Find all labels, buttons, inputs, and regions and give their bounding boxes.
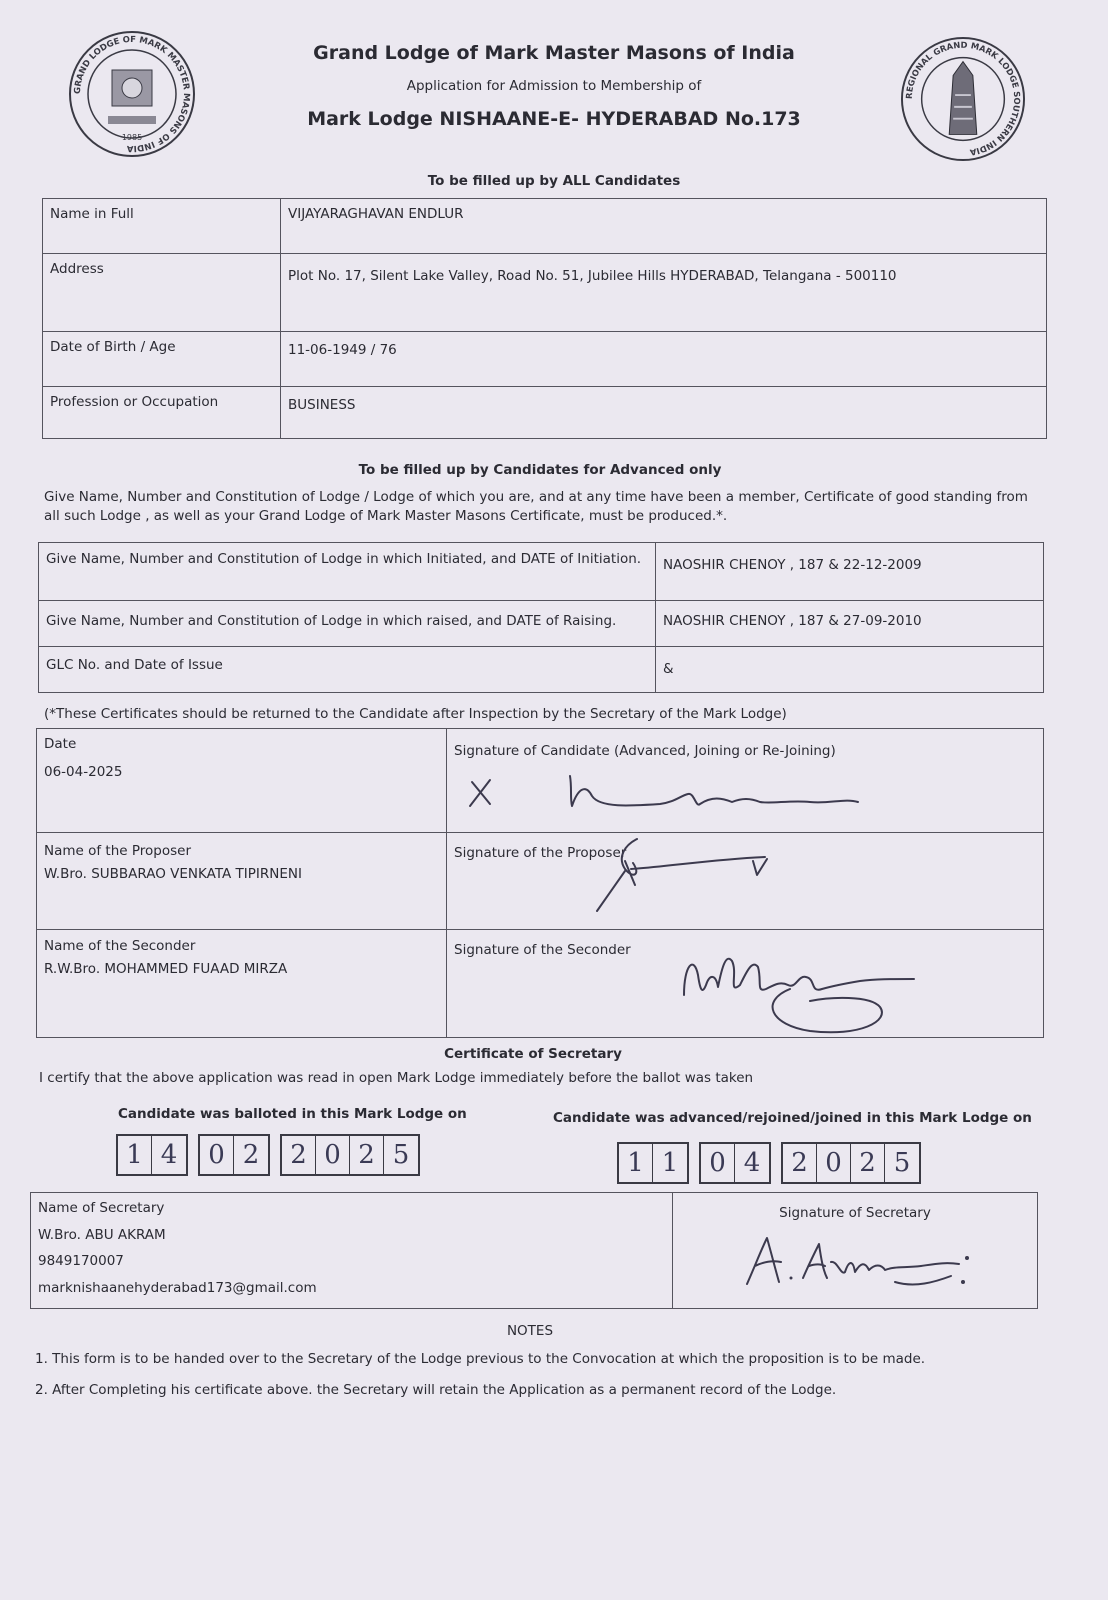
field-label: Profession or Occupation: [43, 387, 281, 439]
dob-age-value: 11-06-1949 / 76: [281, 332, 1047, 387]
advanced-digit: 0: [817, 1144, 851, 1182]
section-all-heading: To be filled up by ALL Candidates: [427, 173, 681, 189]
advanced-digit: 5: [893, 1148, 911, 1178]
advanced-day-group: [617, 1142, 689, 1184]
advanced-digit: 1: [619, 1144, 653, 1182]
certificate-heading: Certificate of Secretary: [444, 1046, 622, 1062]
table-row: [39, 647, 1044, 693]
table-row: [43, 332, 1047, 387]
advanced-digit: 0: [701, 1144, 735, 1182]
balloted-digit: 0: [316, 1136, 350, 1174]
advanced-date-boxes: [617, 1142, 931, 1184]
advanced-instruction: Give Name, Number and Constitution of Lodge / Lodge of which you are, and at any time have been a member, Certificate of good standing from all such Lodge , as well as your Grand Lodge of Mark Master Masons Certificate, must be produced.*.: [44, 489, 1028, 524]
address-value: Plot No. 17, Silent Lake Valley, Road No. 51, Jubilee Hills HYDERABAD, Telangana - 500110: [281, 254, 1047, 332]
balloted-digit: 2: [242, 1140, 260, 1170]
left-seal-text: GRAND LODGE OF MARK MASTER MASONS OF INDIA: [72, 34, 192, 154]
seconder-name: R.W.Bro. MOHAMMED FUAAD MIRZA: [44, 961, 288, 977]
balloted-label: Candidate was balloted in this Mark Lodge on: [118, 1106, 467, 1122]
candidate-details-table: [42, 198, 1047, 439]
form-subtitle: Application for Admission to Membership of: [406, 78, 702, 94]
profession-value: BUSINESS: [281, 387, 1047, 439]
field-label: Name in Full: [43, 199, 281, 254]
balloted-date-boxes: [116, 1134, 430, 1176]
table-row: [39, 543, 1044, 601]
lodge-name: Mark Lodge NISHAANE-E- HYDERABAD No.173: [307, 108, 801, 130]
field-label: Date of Birth / Age: [43, 332, 281, 387]
secretary-label: Name of Secretary: [38, 1200, 165, 1216]
table-row: [39, 601, 1044, 647]
balloted-digit: 5: [392, 1140, 410, 1170]
balloted-month-group: [198, 1134, 270, 1176]
field-label: Address: [43, 254, 281, 332]
balloted-digit: 2: [282, 1136, 316, 1174]
advanced-digit: 2: [783, 1144, 817, 1182]
date-label: Date: [44, 736, 77, 752]
certificate-statement: I certify that the above application was read in open Mark Lodge immediately before the ballot was taken: [39, 1070, 754, 1086]
balloted-digit: 4: [160, 1140, 178, 1170]
seconder-signature: [680, 945, 930, 1045]
table-row: [43, 387, 1047, 439]
note-item: 2. After Completing his certificate above. the Secretary will retain the Application as a permanent record of the Lodge.: [35, 1382, 837, 1398]
table-row: [37, 833, 1044, 930]
glc-value: &: [656, 647, 1044, 693]
section-advanced-heading: To be filled up by Candidates for Advanced only: [358, 462, 722, 478]
proposer-label: Name of the Proposer: [44, 843, 192, 859]
balloted-digit: 1: [118, 1136, 152, 1174]
secretary-phone: 9849170007: [38, 1253, 124, 1269]
note-item: 1. This form is to be handed over to the Secretary of the Lodge previous to the Convocation at which the proposition is to be made.: [35, 1351, 926, 1367]
right-seal-text: REGIONAL GRAND MARK LODGE SOUTHERN INDIA: [903, 39, 1023, 158]
advanced-year-group: [781, 1142, 921, 1184]
secretary-details-cell: [31, 1193, 673, 1309]
proposer-signature: [595, 835, 795, 915]
form-title: Grand Lodge of Mark Master Masons of India: [313, 42, 795, 64]
advanced-details-table: [38, 542, 1044, 693]
balloted-year-group: [280, 1134, 420, 1176]
date-cell: [37, 729, 447, 833]
secretary-name: W.Bro. ABU AKRAM: [38, 1226, 166, 1243]
advanced-month-group: [699, 1142, 771, 1184]
initiation-value: NAOSHIR CHENOY , 187 & 22-12-2009: [656, 543, 1044, 601]
secretary-signature: [745, 1232, 995, 1302]
advanced-digit: 4: [743, 1148, 761, 1178]
table-row: [43, 199, 1047, 254]
advanced-label: Candidate was advanced/rejoined/joined in this Mark Lodge on: [553, 1110, 1032, 1126]
seconder-label: Name of the Seconder: [44, 938, 196, 954]
secretary-email: marknishaanehyderabad173@gmail.com: [38, 1279, 317, 1296]
proposer-name: W.Bro. SUBBARAO VENKATA TIPIRNENI: [44, 866, 302, 882]
advanced-digit: 1: [661, 1148, 679, 1178]
candidate-signature-label: Signature of Candidate (Advanced, Joining or Re-Joining): [454, 743, 836, 759]
balloted-digit: 0: [200, 1136, 234, 1174]
candidate-signature: [460, 768, 880, 818]
balloted-day-group: [116, 1134, 188, 1176]
field-label: Give Name, Number and Constitution of Lodge in which raised, and DATE of Raising.: [39, 601, 656, 647]
proposer-signature-label: Signature of the Proposer: [454, 845, 627, 861]
date-value: 06-04-2025: [44, 764, 123, 780]
left-seal-year: 1985: [121, 133, 143, 142]
seconder-cell: [37, 930, 447, 1038]
table-row: [43, 254, 1047, 332]
notes-title: NOTES: [506, 1323, 554, 1339]
field-label: Give Name, Number and Constitution of Lodge in which Initiated, and DATE of Initiation.: [39, 543, 656, 601]
balloted-digit: 2: [350, 1136, 384, 1174]
secretary-signature-label: Signature of Secretary: [779, 1205, 931, 1221]
advanced-digit: 2: [851, 1144, 885, 1182]
name-in-full-value: VIJAYARAGHAVAN ENDLUR: [281, 199, 1047, 254]
certificates-footnote: (*These Certificates should be returned to the Candidate after Inspection by the Secretary of the Mark Lodge): [44, 706, 787, 722]
raising-value: NAOSHIR CHENOY , 187 & 27-09-2010: [656, 601, 1044, 647]
field-label: GLC No. and Date of Issue: [39, 647, 656, 693]
proposer-cell: [37, 833, 447, 930]
seconder-signature-label: Signature of the Seconder: [454, 942, 631, 958]
